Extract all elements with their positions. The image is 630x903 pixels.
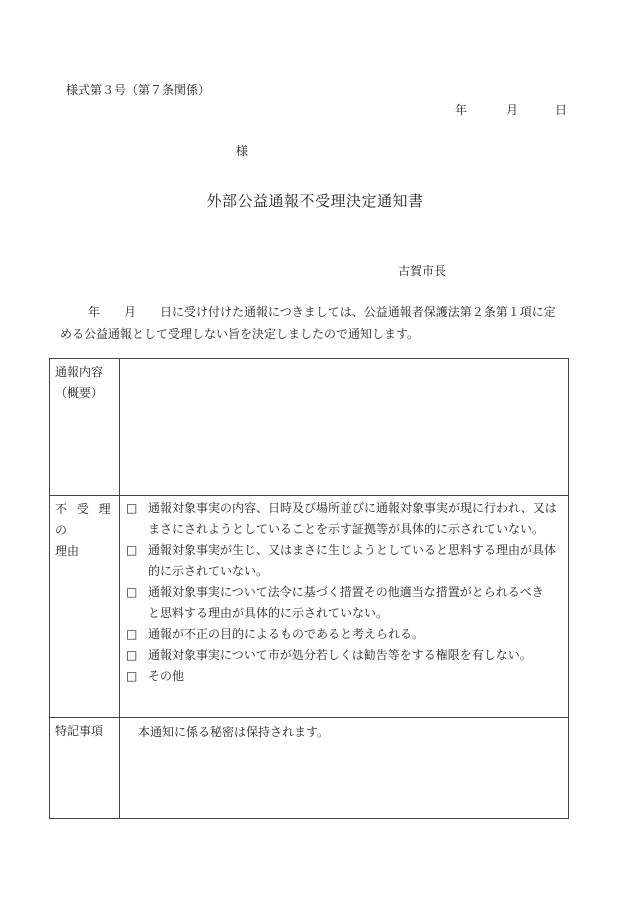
notice-body-line-2: める公益通報として受理しない旨を決定しましたので通知します。 [60, 327, 420, 341]
reason-item [126, 540, 564, 582]
reason-text: 通報対象事実の内容、日時及び場所並びに通報対象事実が現に行われ、又は [148, 501, 557, 515]
notes-label: 特記事項 [55, 724, 104, 738]
reason-row [50, 496, 569, 718]
reason-item [126, 498, 564, 540]
content-value-cell [120, 359, 569, 496]
reason-checkbox[interactable]: □ [126, 627, 138, 641]
reason-text-cont: 的に示されていない。 [148, 564, 269, 578]
addressee-suffix: 様 [236, 144, 249, 158]
notice-body [60, 301, 572, 345]
notice-body-line-1: 年 月 日に受け付けた通報につきましては、公益通報者保護法第２条第１項に定 [88, 305, 556, 319]
reason-text: 通報が不正の目的によるものであると考えられる。 [148, 627, 425, 641]
notes-value-cell [120, 718, 569, 819]
reason-item [126, 582, 564, 624]
notice-form-table [49, 358, 569, 819]
form-number: 様式第３号（第７条関係） [66, 83, 211, 97]
reason-checkbox[interactable]: □ [126, 501, 138, 515]
notes-row [50, 718, 569, 819]
date-year-label: 年 [455, 103, 468, 117]
date-month-label: 月 [506, 103, 519, 117]
reason-checkbox[interactable]: □ [126, 669, 138, 683]
content-label: 通報内容 [55, 365, 104, 379]
reason-item [126, 624, 564, 645]
reason-label: 不 受 理 の [55, 502, 114, 537]
reason-text: 通報対象事実について法令に基づく措置その他適当な措置がとられるべき [148, 585, 544, 599]
reason-text-cont: まさにされようとしていることを示す証拠等が具体的に示されていない。 [148, 522, 545, 536]
date-day-label: 日 [555, 103, 568, 117]
reason-label-cell [50, 496, 120, 718]
reason-checkbox[interactable]: □ [126, 648, 138, 662]
notes-value: 本通知に係る秘密は保持されます。 [138, 725, 330, 739]
reason-item [126, 645, 564, 666]
content-row [50, 359, 569, 496]
reason-text: 通報対象事実について市が処分若しくは勧告等をする権限を有しない。 [148, 648, 532, 662]
reason-list-cell [120, 496, 569, 718]
reason-text: 通報対象事実が生じ、又はまさに生じようとしていると思料する理由が具体 [148, 543, 557, 557]
reason-label-sub: 理由 [55, 544, 80, 558]
content-label-cell [50, 359, 120, 496]
document-title: 外部公益通報不受理決定通知書 [206, 192, 424, 210]
issuer-name: 古賀市長 [398, 264, 447, 278]
reason-checkbox[interactable]: □ [126, 543, 138, 557]
reason-item [126, 666, 564, 687]
reason-text: その他 [148, 669, 185, 683]
reason-text-cont: と思料する理由が具体的に示されていない。 [148, 606, 389, 620]
reason-checkbox[interactable]: □ [126, 585, 138, 599]
content-label-sub: （概要） [55, 386, 104, 400]
notes-label-cell [50, 718, 120, 819]
